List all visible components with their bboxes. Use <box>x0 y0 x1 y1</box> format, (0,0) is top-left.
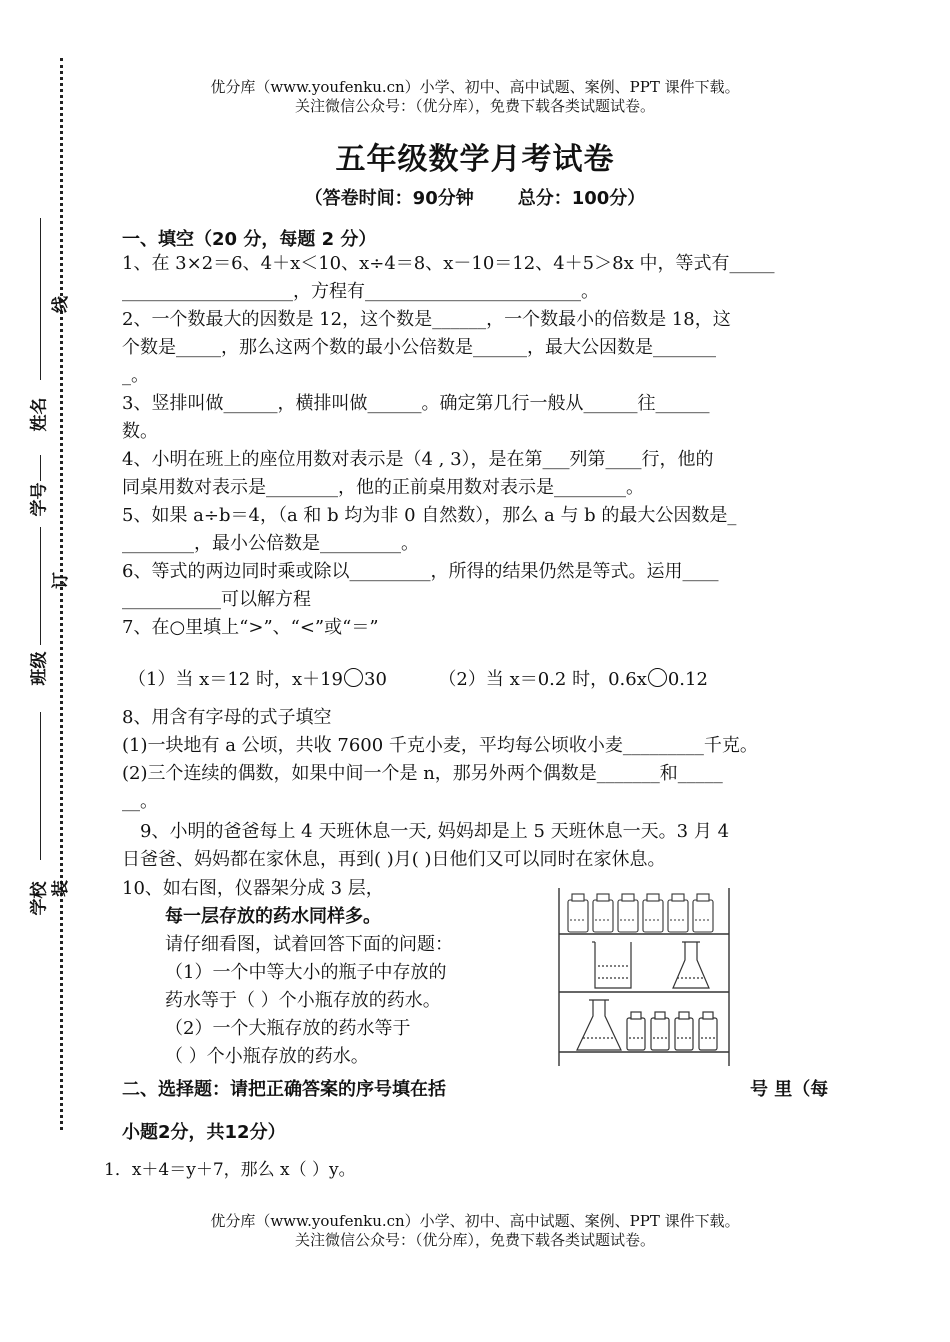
small-bottle-icon <box>675 1012 693 1050</box>
q-line: 1、在 3×2＝6、4＋x＜10、x÷4＝8、x－10＝12、4＋5＞8x 中，等式有_____ <box>122 253 775 274</box>
q-line: ___________可以解方程 <box>122 589 311 610</box>
page-title: 五年级数学月考试卷 <box>335 142 615 177</box>
q-line: ________，最小公倍数是_________。 <box>122 533 419 554</box>
footer-line-2: 关注微信公众号：（优分库），免费下载各类试题试卷。 <box>294 1231 655 1249</box>
q-line: 4、小明在班上的座位用数对表示是（4 , 3），是在第___列第____行，他的 <box>122 449 714 470</box>
compare-circle-icon[interactable] <box>344 668 363 687</box>
q7-2-text: （2）当 x＝0.2 时，0.6x <box>438 669 647 690</box>
header-line-1: 优分库（www.youfenku.cn）小学、初中、高中试题、案例、PPT 课件下载。 <box>210 78 740 96</box>
q10-line: （1）一个中等大小的瓶子中存放的 <box>165 962 447 983</box>
q10-line: （ ）个小瓶存放的药水。 <box>165 1046 369 1067</box>
school-underline <box>40 712 41 860</box>
q10-line: 请仔细看图，试着回答下面的问题： <box>165 934 453 955</box>
small-bottle-icon <box>651 1012 669 1050</box>
q9-line-2: 日爸爸、妈妈都在家休息，再到( )月( )日他们又可以同时在家休息。 <box>122 849 666 870</box>
q8-line: __。 <box>122 791 158 812</box>
section1-body <box>122 250 774 642</box>
small-bottle-icon <box>699 1012 717 1050</box>
q7-1-text: （1）当 x＝12 时，x＋19 <box>128 669 344 690</box>
q10-intro: 10、如右图，仪器架分成 3 层， <box>122 878 384 899</box>
small-bottle-icon <box>627 1012 645 1050</box>
q7-2-value: 0.12 <box>667 669 708 690</box>
q-line: 5、如果 a÷b＝4，（a 和 b 均为非 0 自然数），那么 a 与 b 的最大公因数是_ <box>122 505 737 526</box>
q-line: ___________________，方程有________________________。 <box>122 281 599 302</box>
binding-xian: 线 <box>51 296 71 313</box>
small-bottle-icon <box>618 894 638 932</box>
section1-heading: 一、填空（20 分，每题 2 分） <box>122 229 377 250</box>
q8-line: (2)三个连续的偶数，如果中间一个是 n，那另外两个偶数是_______和_____ <box>122 763 723 784</box>
q10-bold: 每一层存放的药水同样多。 <box>165 906 381 927</box>
binding-class-label: 班级 <box>29 651 50 686</box>
q10-line: （2）一个大瓶存放的药水等于 <box>165 1018 411 1039</box>
class-underline <box>40 527 41 645</box>
small-bottle-icon <box>593 894 613 932</box>
name-underline <box>40 218 41 380</box>
exam-time: （答卷时间：90分钟 <box>304 188 474 209</box>
binding-school-label: 学校 <box>29 881 50 916</box>
large-flask-icon <box>577 1000 621 1050</box>
binding-name-label: 姓名 <box>29 397 50 432</box>
q-line: 同桌用数对表示是________，他的正前桌用数对表示是________。 <box>122 477 644 498</box>
id-underline <box>40 455 41 481</box>
q8-block <box>122 704 758 816</box>
binding-id-label: 学号 <box>29 482 50 517</box>
header-line-2: 关注微信公众号：（优分库），免费下载各类试题试卷。 <box>294 97 655 115</box>
q8-line: 8、用含有字母的式子填空 <box>122 707 332 728</box>
q10-line: 药水等于（ ）个小瓶存放的药水。 <box>165 990 441 1011</box>
q8-line: (1)一块地有 a 公顷，共收 7600 千克小麦，平均每公顷收小麦_________千克。 <box>122 735 758 756</box>
q-line: 3、竖排叫做______，横排叫做______。确定第几行一般从______往______ <box>122 393 710 414</box>
q9-line-1: 9、小明的爸爸每上 4 天班休息一天, 妈妈却是上 5 天班休息一天。3 月 4 <box>140 821 730 842</box>
footer-line-1: 优分库（www.youfenku.cn）小学、初中、高中试题、案例、PPT 课件下载。 <box>210 1212 740 1230</box>
small-bottle-icon <box>668 894 688 932</box>
q7-row <box>128 666 708 694</box>
q-line: 数。 <box>122 421 158 442</box>
q-line: _。 <box>122 365 149 386</box>
q-line: 个数是_____，那么这两个数的最小公倍数是______，最大公因数是_______ <box>122 337 716 358</box>
beaker-icon <box>592 942 631 988</box>
q7-1-value: 30 <box>364 669 387 690</box>
section2-heading-b: 号 里（每 <box>750 1079 829 1100</box>
section2-heading-c: 小题2分，共12分） <box>122 1122 286 1143</box>
q-line: 7、在○里填上“>”、“<”或“＝” <box>122 617 379 638</box>
q-line: 2、一个数最大的因数是 12，这个数是______，一个数最小的倍数是 18，这 <box>122 309 731 330</box>
binding-dotted-line <box>60 58 63 1130</box>
small-bottle-icon <box>693 894 713 932</box>
shelf-illustration <box>555 888 735 1066</box>
binding-ding: 订 <box>51 572 71 589</box>
section2-heading-a: 二、选择题：请把正确答案的序号填在括 <box>122 1079 446 1100</box>
exam-meta <box>0 184 950 210</box>
flask-icon <box>673 942 709 988</box>
q-line: 6、等式的两边同时乘或除以_________，所得的结果仍然是等式。运用____ <box>122 561 719 582</box>
small-bottle-icon <box>643 894 663 932</box>
compare-circle-icon[interactable] <box>648 668 667 687</box>
small-bottle-icon <box>568 894 588 932</box>
binding-zhuang: 装 <box>51 880 71 897</box>
exam-total: 总分：100分） <box>517 188 646 209</box>
section2-q1: 1．x＋4＝y＋7，那么 x（ ）y。 <box>104 1160 356 1180</box>
